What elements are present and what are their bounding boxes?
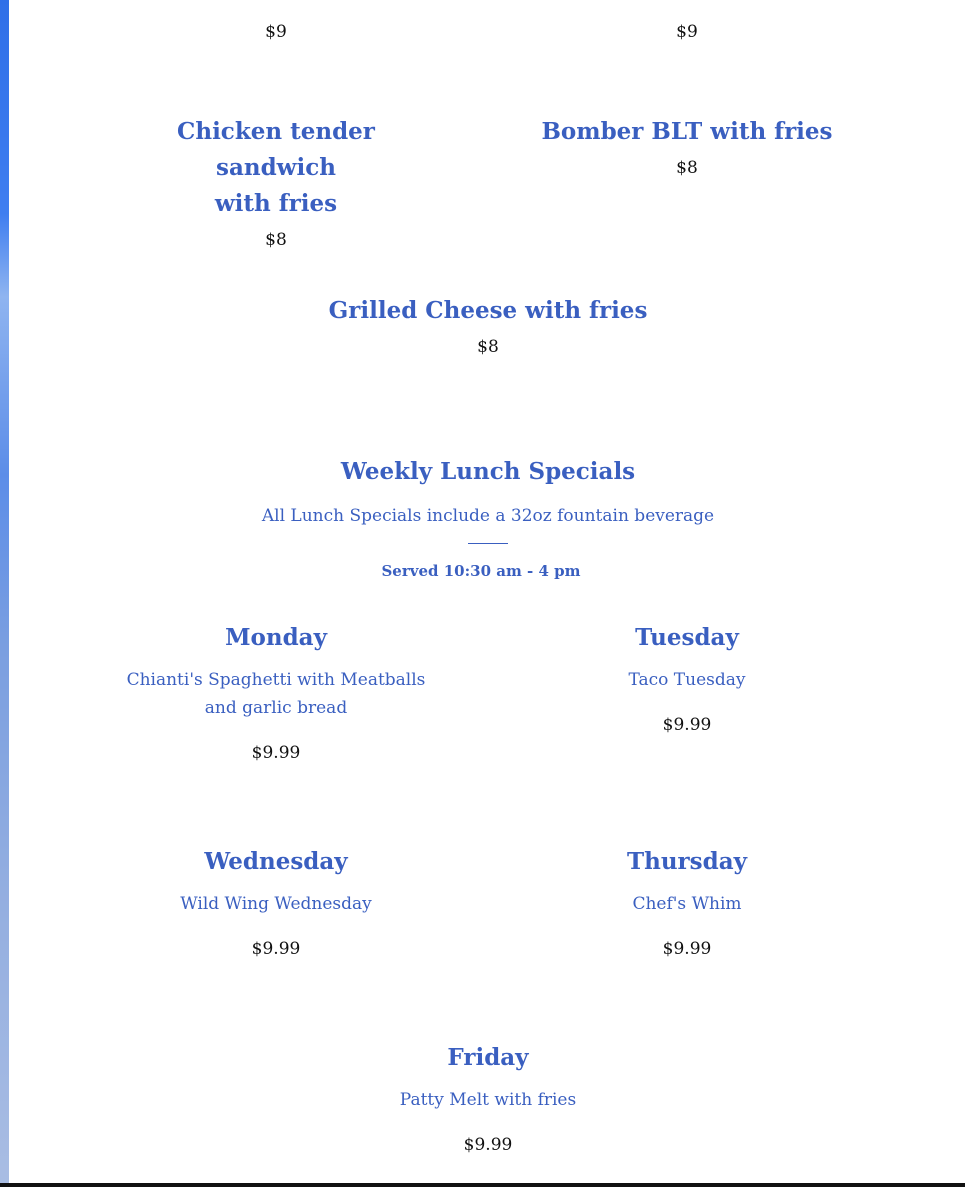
item-title-line1: Chicken tender sandwich <box>177 118 375 181</box>
day-price: $9.99 <box>463 1135 513 1155</box>
menu-item-top-left <box>126 21 426 43</box>
menu-item-top-right <box>537 21 837 43</box>
day-title: Friday <box>447 1044 529 1071</box>
day-dish: Taco Tuesday <box>628 670 746 690</box>
item-price: $8 <box>265 230 287 250</box>
specials-subtitle: All Lunch Specials include a 32oz fountain beverage <box>261 506 715 526</box>
day-price: $9.99 <box>251 939 301 959</box>
special-monday <box>116 620 436 764</box>
section-divider <box>468 543 508 544</box>
item-title-line2: with fries <box>214 190 338 217</box>
day-price: $9.99 <box>662 715 712 735</box>
day-dish: Wild Wing Wednesday <box>180 894 372 914</box>
served-text: Served 10:30 am - 4 pm <box>381 562 581 580</box>
day-title: Tuesday <box>635 624 739 651</box>
special-wednesday <box>116 844 436 960</box>
special-friday <box>328 1040 648 1156</box>
day-title: Monday <box>225 624 327 651</box>
item-price: $9 <box>676 22 698 42</box>
day-price: $9.99 <box>251 743 301 763</box>
day-dish-line1: Chianti's Spaghetti with Meatballs <box>126 670 426 690</box>
item-price: $8 <box>676 158 698 178</box>
day-price: $9.99 <box>662 939 712 959</box>
menu-item-chicken-tender <box>116 114 436 251</box>
special-tuesday <box>527 620 847 736</box>
special-thursday <box>527 844 847 960</box>
day-dish: Chef's Whim <box>632 894 742 914</box>
served-hours <box>331 560 631 582</box>
specials-header <box>238 454 738 528</box>
left-background-strip <box>0 0 9 1187</box>
bottom-border <box>0 1183 965 1187</box>
menu-item-bomber-blt <box>527 114 847 179</box>
item-price: $9 <box>265 22 287 42</box>
menu-item-grilled-cheese <box>288 293 688 358</box>
item-title: Grilled Cheese with fries <box>328 297 648 324</box>
item-title: Bomber BLT with fries <box>541 118 833 145</box>
day-title: Thursday <box>627 848 747 875</box>
item-price: $8 <box>477 337 499 357</box>
specials-heading: Weekly Lunch Specials <box>340 458 636 485</box>
day-dish: Patty Melt with fries <box>399 1090 577 1110</box>
day-dish-line2: and garlic bread <box>204 698 348 718</box>
day-title: Wednesday <box>204 848 348 875</box>
